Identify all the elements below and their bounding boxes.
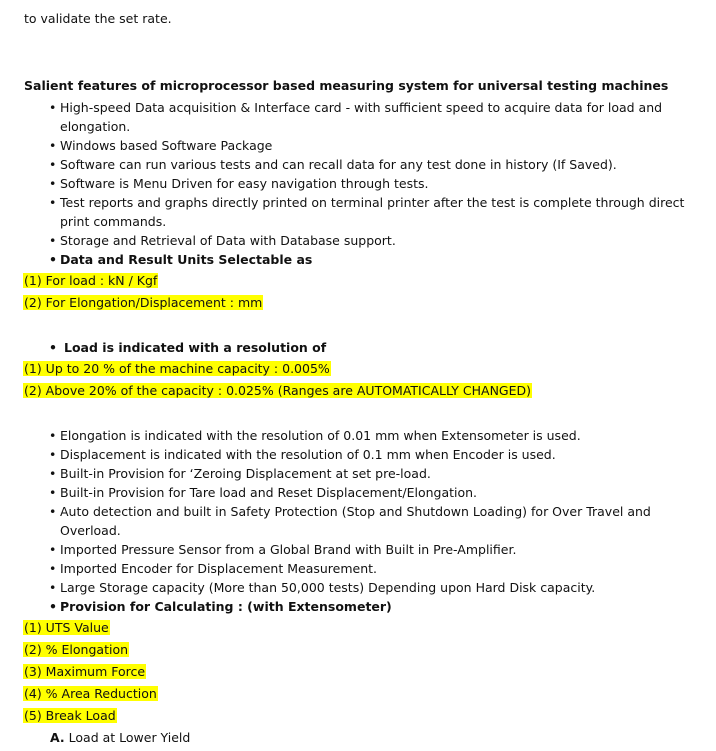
bullet-icon: • [49,599,57,614]
section-heading: Salient features of microprocessor based measuring system for universal testing machines [24,78,669,93]
list-item-text: Auto detection and built in Safety Protection (Stop and Shutdown Loading) for Over Travel and [60,504,651,519]
sub-item-letter: A. [50,730,65,745]
bullet-icon: • [49,138,57,153]
list-item-text: Windows based Software Package [60,138,273,153]
intro-text: to validate the set rate. [24,11,172,26]
list-item-text: Storage and Retrieval of Data with Database support. [60,233,396,248]
units-item [23,272,158,290]
list-item-text: Imported Encoder for Displacement Measurement. [60,561,378,576]
list-item-text: Built-in Provision for ‘Zeroing Displacement at set pre-load. [60,466,431,481]
highlighted-text: (2) Above 20% of the capacity : 0.025% (Ranges are AUTOMATICALLY CHANGED) [24,383,532,398]
list-item-text: Displacement is indicated with the resolution of 0.1 mm when Encoder is used. [60,447,556,462]
list-item-text: Imported Pressure Sensor from a Global Brand with Built in Pre-Amplifier. [60,542,517,557]
highlighted-text: (1) UTS Value [24,620,109,635]
units-heading: Data and Result Units Selectable as [60,252,313,267]
bullet-icon: • [49,504,57,519]
bullet-icon: • [49,428,57,443]
highlighted-text: (3) Maximum Force [24,664,146,679]
list-item-text: elongation. [60,119,131,134]
calc-item [23,685,158,703]
units-item [23,294,263,312]
highlighted-text: (4) % Area Reduction [24,686,157,701]
highlighted-text: (5) Break Load [24,708,116,723]
bullet-icon: • [49,233,57,248]
bullet-icon: • [49,580,57,595]
list-item-text: Built-in Provision for Tare load and Reset Displacement/Elongation. [60,485,478,500]
bullet-icon: • [49,157,57,172]
bullet-icon: • [49,195,57,210]
highlighted-text: (2) For Elongation/Displacement : mm [24,295,263,310]
resolution-item [23,360,331,378]
highlighted-text: (1) For load : kN / Kgf [24,273,158,288]
sub-item [50,729,190,747]
highlighted-text: (2) % Elongation [24,642,129,657]
bullet-icon: • [49,561,57,576]
list-item-text: Overload. [60,523,121,538]
calc-heading: Provision for Calculating : (with Extensometer) [60,599,392,614]
calc-item [23,707,117,725]
sub-item-text: Load at Lower Yield [68,730,191,745]
resolution-heading: Load is indicated with a resolution of [64,340,327,355]
calc-item [23,641,129,659]
highlighted-text: (1) Up to 20 % of the machine capacity : 0.005% [24,361,330,376]
list-item-text: print commands. [60,214,167,229]
bullet-icon: • [49,542,57,557]
calc-item [23,619,110,637]
bullet-icon: • [49,466,57,481]
list-item-text: Test reports and graphs directly printed on terminal printer after the test is complete through direct [60,195,685,210]
list-item-text: Elongation is indicated with the resolution of 0.01 mm when Extensometer is used. [60,428,581,443]
bullet-icon: • [49,252,57,267]
resolution-item [23,382,532,400]
bullet-icon: • [49,100,57,115]
list-item-text: High-speed Data acquisition & Interface card - with sufficient speed to acquire data for load and [60,100,663,115]
list-item-text: Software can run various tests and can recall data for any test done in history (If Saved). [60,157,617,172]
list-item-text: Software is Menu Driven for easy navigation through tests. [60,176,429,191]
calc-item [23,663,146,681]
list-item-text: Large Storage capacity (More than 50,000 tests) Depending upon Hard Disk capacity. [60,580,596,595]
bullet-icon: • [49,340,57,355]
bullet-icon: • [49,176,57,191]
bullet-icon: • [49,447,57,462]
bullet-icon: • [49,485,57,500]
